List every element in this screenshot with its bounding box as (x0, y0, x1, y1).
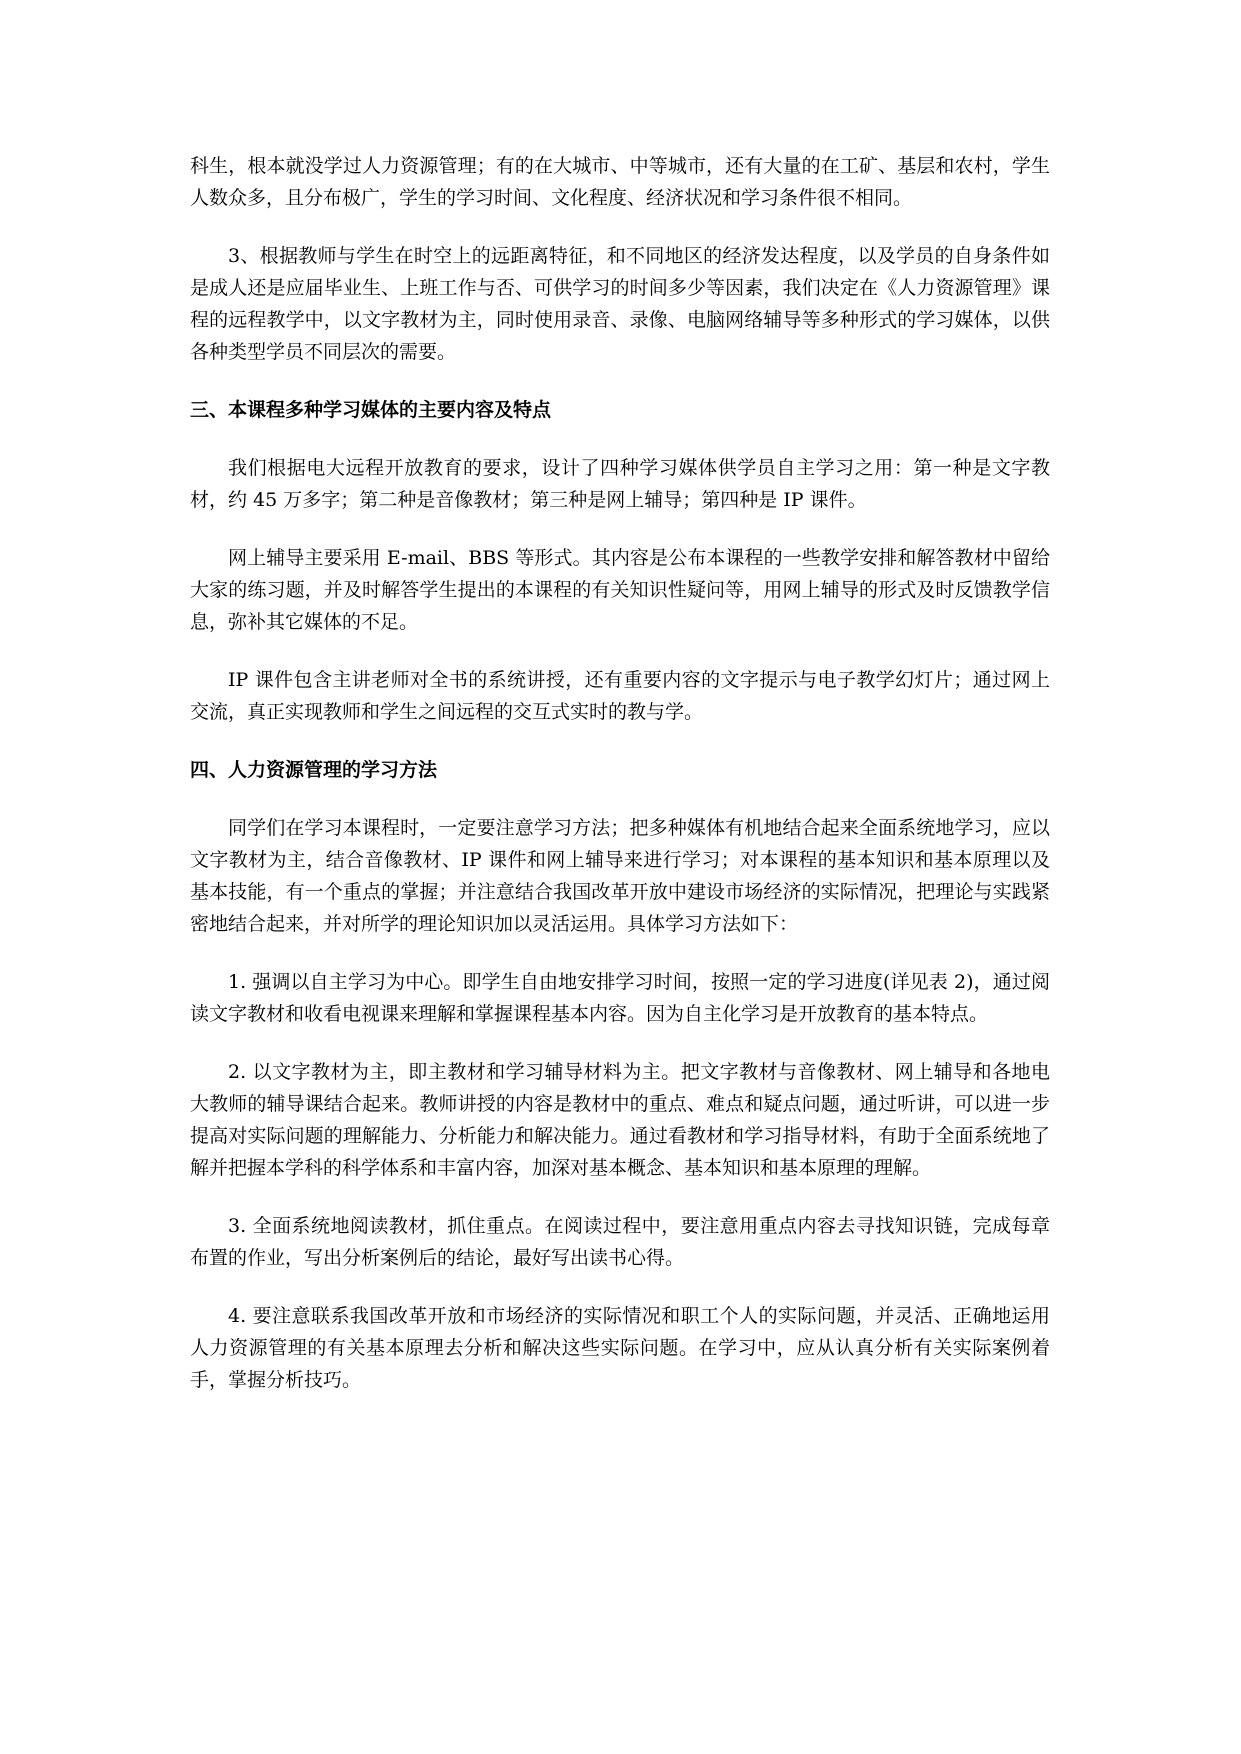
list-item-method-2: 2. 以文字教材为主，即主教材和学习辅导材料为主。把文字教材与音像教材、网上辅导和各地电大教师的辅导课结合起来。教师讲授的内容是教材中的重点、难点和疑点问题，通过听讲，可以进一步提高对实际问题的理解能力、分析能力和解决能力。通过看教材和学习指导材料，有助于全面系统地了解并把握本学科的科学体系和丰富内容，加深对基本概念、基本知识和基本原理的理解。 (190, 1061, 1050, 1179)
list-item-method-1: 1. 强调以自主学习为中心。即学生自由地安排学习时间，按照一定的学习进度(详见表 2)，通过阅读文字教材和收看电视课来理解和掌握课程基本内容。因为自主化学习是开放教育的基本特点。 (190, 971, 1050, 1025)
paragraph-media-types: 我们根据电大远程开放教育的要求，设计了四种学习媒体供学员自主学习之用：第一种是文字教材，约 45 万多字；第二种是音像教材；第三种是网上辅导；第四种是 IP 课件。 (190, 457, 1050, 511)
document-page (190, 150, 1050, 1396)
paragraph-item-3: 3、根据教师与学生在时空上的远距离特征，和不同地区的经济发达程度，以及学员的自身条件如是成人还是应届毕业生、上班工作与否、可供学习的时间多少等因素，我们决定在《人力资源管理》课程的远程教学中，以文字教材为主，同时使用录音、录像、电脑网络辅导等多种形式的学习媒体，以供各种类型学员不同层次的需要。 (190, 245, 1050, 363)
paragraph-continued: 科生，根本就没学过人力资源管理；有的在大城市、中等城市，还有大量的在工矿、基层和农村，学生人数众多，且分布极广，学生的学习时间、文化程度、经济状况和学习条件很不相同。 (190, 155, 1050, 209)
section-heading-4: 四、人力资源管理的学习方法 (190, 759, 438, 781)
paragraph-ip-courseware: IP 课件包含主讲老师对全书的系统讲授，还有重要内容的文字提示与电子教学幻灯片；通过网上交流，真正实现教师和学生之间远程的交互式实时的教与学。 (190, 669, 1050, 723)
section-heading-3: 三、本课程多种学习媒体的主要内容及特点 (190, 399, 552, 421)
paragraph-online-tutoring: 网上辅导主要采用 E-mail、BBS 等形式。其内容是公布本课程的一些教学安排和解答教材中留给大家的练习题，并及时解答学生提出的本课程的有关知识性疑问等，用网上辅导的形式及时反馈教学信息，弥补其它媒体的不足。 (190, 547, 1050, 633)
paragraph-methods-intro: 同学们在学习本课程时，一定要注意学习方法；把多种媒体有机地结合起来全面系统地学习，应以文字教材为主，结合音像教材、IP 课件和网上辅导来进行学习；对本课程的基本知识和基本原理以及基本技能，有一个重点的掌握；并注意结合我国改革开放中建设市场经济的实际情况，把理论与实践紧密地结合起来，并对所学的理论知识加以灵活运用。具体学习方法如下： (190, 817, 1050, 935)
list-item-method-4: 4. 要注意联系我国改革开放和市场经济的实际情况和职工个人的实际问题，并灵活、正确地运用人力资源管理的有关基本原理去分析和解决这些实际问题。在学习中，应从认真分析有关实际案例着手，掌握分析技巧。 (190, 1305, 1050, 1391)
list-item-method-3: 3. 全面系统地阅读教材，抓住重点。在阅读过程中，要注意用重点内容去寻找知识链，完成每章布置的作业，写出分析案例后的结论，最好写出读书心得。 (190, 1215, 1050, 1269)
